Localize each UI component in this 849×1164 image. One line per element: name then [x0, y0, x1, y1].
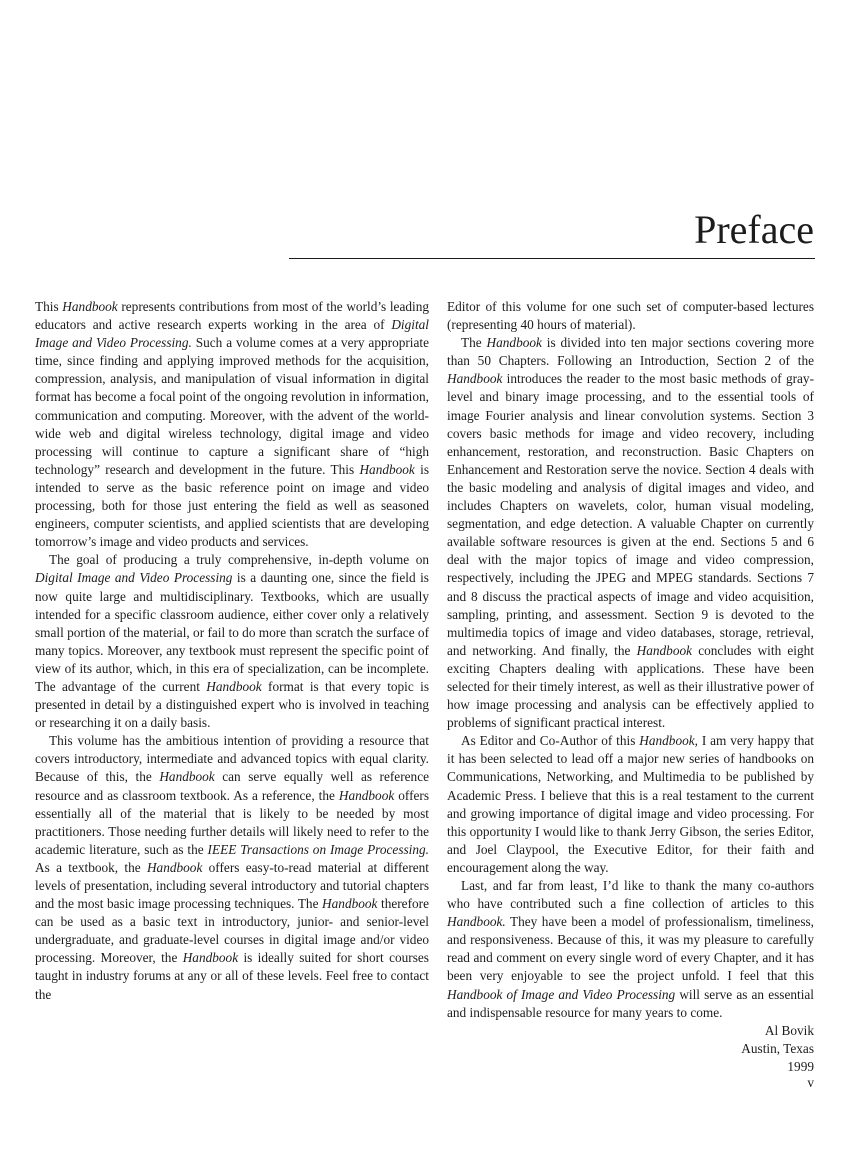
italic-term: Handbook: [447, 371, 503, 387]
title-rule: [289, 258, 815, 259]
text-run: Such a volume comes at a very appropriate time, since finding and applying improved methods for the acquisition, compression, analysis, and manipulation of visual information in digital format has become a focal point of the ongoing revolution in information, communication and computing. Moreover, with the advent of the world-wide web and digital wireless technology, digital image and video processing will continue to capture a significant share of “high technology” research and development in the future. This: [35, 335, 429, 477]
text-run: offers essentially all of the material that is likely to be needed by most practitioners. Those needing further details will likely need to refer to the academic literature, such as the: [35, 787, 430, 857]
paragraph-thanks: [447, 877, 814, 1022]
italic-term: Handbook: [182, 950, 239, 966]
text-run: is divided into ten major sections covering more than 50 Chapters. Following an Introduction, Section 2 of the: [447, 335, 814, 369]
italic-term: Handbook: [322, 896, 378, 912]
text-run: Last, and far from least, I’d like to thank the many co-authors who have contributed such a fine collection of articles to this: [447, 878, 814, 912]
italic-term: Digital Image and Video Processing.: [35, 317, 429, 351]
text-run: is a daunting one, since the field is now quite large and multidisciplinary. Textbooks, which are usually intended for a specific classroom audience, either cover only a relatively small portion of the material, or fail to do more than scratch the surface of many topics. Moreover, any textbook must represent the specific point of view of its author, which, in this era of specialization, can be incomplete. The advantage of the current: [35, 570, 429, 694]
paragraph-intro: [35, 298, 429, 551]
text-run: I am very happy that it has been selected to lead off a major new series of handbooks on Communications, Networking, and Multimedia to be published by Academic Press. I believe that this is a real testament to the current and growing importance of digital image and video processing. For this opportunity I would like to thank Jerry Gibson, the series Editor, and Joel Claypool, the Executive Editor, for their faith and encouragement along the way.: [447, 733, 814, 875]
text-run: therefore can be used as a basic text in introductory, junior- and senior-level undergraduate, and graduate-level courses in digital image and/or video processing. Moreover, the: [35, 896, 429, 966]
paragraph-sections: [447, 334, 814, 732]
italic-term: Handbook,: [639, 733, 698, 749]
text-run: The goal of producing a truly comprehensive, in-depth volume on: [49, 552, 429, 568]
italic-term: Handbook: [159, 769, 215, 785]
text-run: will serve as an essential and indispensable resource for many years to come.: [447, 986, 814, 1020]
italic-term: Handbook.: [447, 914, 506, 930]
text-run: is ideally suited for short courses taught in industry forums at any or all of these levels. Feel free to contact the: [35, 950, 429, 1002]
italic-term: Handbook: [62, 299, 118, 314]
italic-term: Handbook: [359, 461, 415, 477]
signature-place: Austin, Texas: [741, 1040, 814, 1056]
text-run: introduces the reader to the most basic methods of gray-level and binary image processing, and to the essential tools of image Fourier analysis and linear convolution systems. Section 3 covers basic methods for image and video recovery, including enhancement, restoration, and reconstruction. Basic Chapters on Enhancement and Restoration serve the novice. Section 4 deals with the basic modeling and analysis of digital images and video, and includes Chapters on wavelets, color, human visual modeling, segmentation, and edge detection. A valuable Chapter on currently available software resources is given at the end. Sections 5 and 6 deal with the major topics of image and video compression, respectively, including the JPEG and MPEG standards. Sections 7 and 8 discuss the practical aspects of image and video acquisition, sampling, printing, and assessment. Section 9 is devoted to the multimedia topics of image and video databases, storage, retrieval, and networking. And finally, the: [447, 371, 814, 658]
text-run: concludes with eight exciting Chapters dealing with applications. These have been selected for their timely interest, as well as their illustrative power of how image processing and analysis can be effectively applied to problems of significant practical interest.: [447, 642, 814, 731]
signature-name: Al Bovik: [764, 1022, 814, 1038]
paragraph-scope: [35, 732, 429, 1003]
paragraph-continued: Editor of this volume for one such set of computer-based lectures (representing 40 hours of material).: [447, 299, 814, 333]
italic-term: IEEE Transactions on Image Processing.: [207, 841, 429, 857]
page-title: Preface: [694, 207, 814, 252]
italic-term: Handbook of Image and Video Processing: [447, 986, 676, 1002]
text-run: is intended to serve as the basic reference point on image and video processing, both for those just entering the field as well as seasoned engineers, computer scientists, and applied scientists that are developing tomorrow’s image and video products and services.: [35, 461, 429, 550]
text-run: They have been a model of professionalism, timeliness, and responsiveness. Because of this, it was my pleasure to carefully read and comment on every single word of every Chapter, and it has been very enjoyable to see the project unfold. I feel that this: [447, 914, 814, 984]
text-run: represents contributions from most of the world’s leading educators and active research experts working in the area of: [35, 299, 429, 333]
text-run: This: [35, 299, 63, 314]
left-column: [35, 298, 429, 1004]
text-run: This volume has the ambitious intention of providing a resource that covers introductory, intermediate and advanced topics with equal clarity. Because of this, the: [35, 733, 429, 785]
signature-year: 1999: [787, 1058, 814, 1074]
right-column: [447, 298, 814, 1076]
text-run: As Editor and Co-Author of this: [461, 733, 640, 749]
text-run: The: [461, 335, 487, 351]
italic-term: Handbook: [206, 678, 262, 694]
page-number: v: [807, 1075, 814, 1090]
italic-term: Digital Image and Video Processing: [35, 570, 233, 586]
italic-term: Handbook: [338, 787, 395, 803]
text-run: As a textbook, the: [35, 859, 147, 875]
text-run: offers easy-to-read material at different levels of presentation, including several introductory and tutorial chapters and the most basic image processing techniques. The: [35, 859, 429, 912]
italic-term: Handbook: [636, 642, 693, 658]
text-run: can serve equally well as reference resource and as classroom textbook. As a reference, the: [35, 769, 429, 803]
paragraph-goal: [35, 551, 429, 732]
italic-term: Handbook: [486, 335, 542, 351]
paragraph-series: [447, 732, 814, 877]
text-run: format is that every topic is presented in detail by a distinguished expert who is involved in teaching or researching it on a daily basis.: [35, 678, 429, 731]
italic-term: Handbook: [146, 859, 203, 875]
